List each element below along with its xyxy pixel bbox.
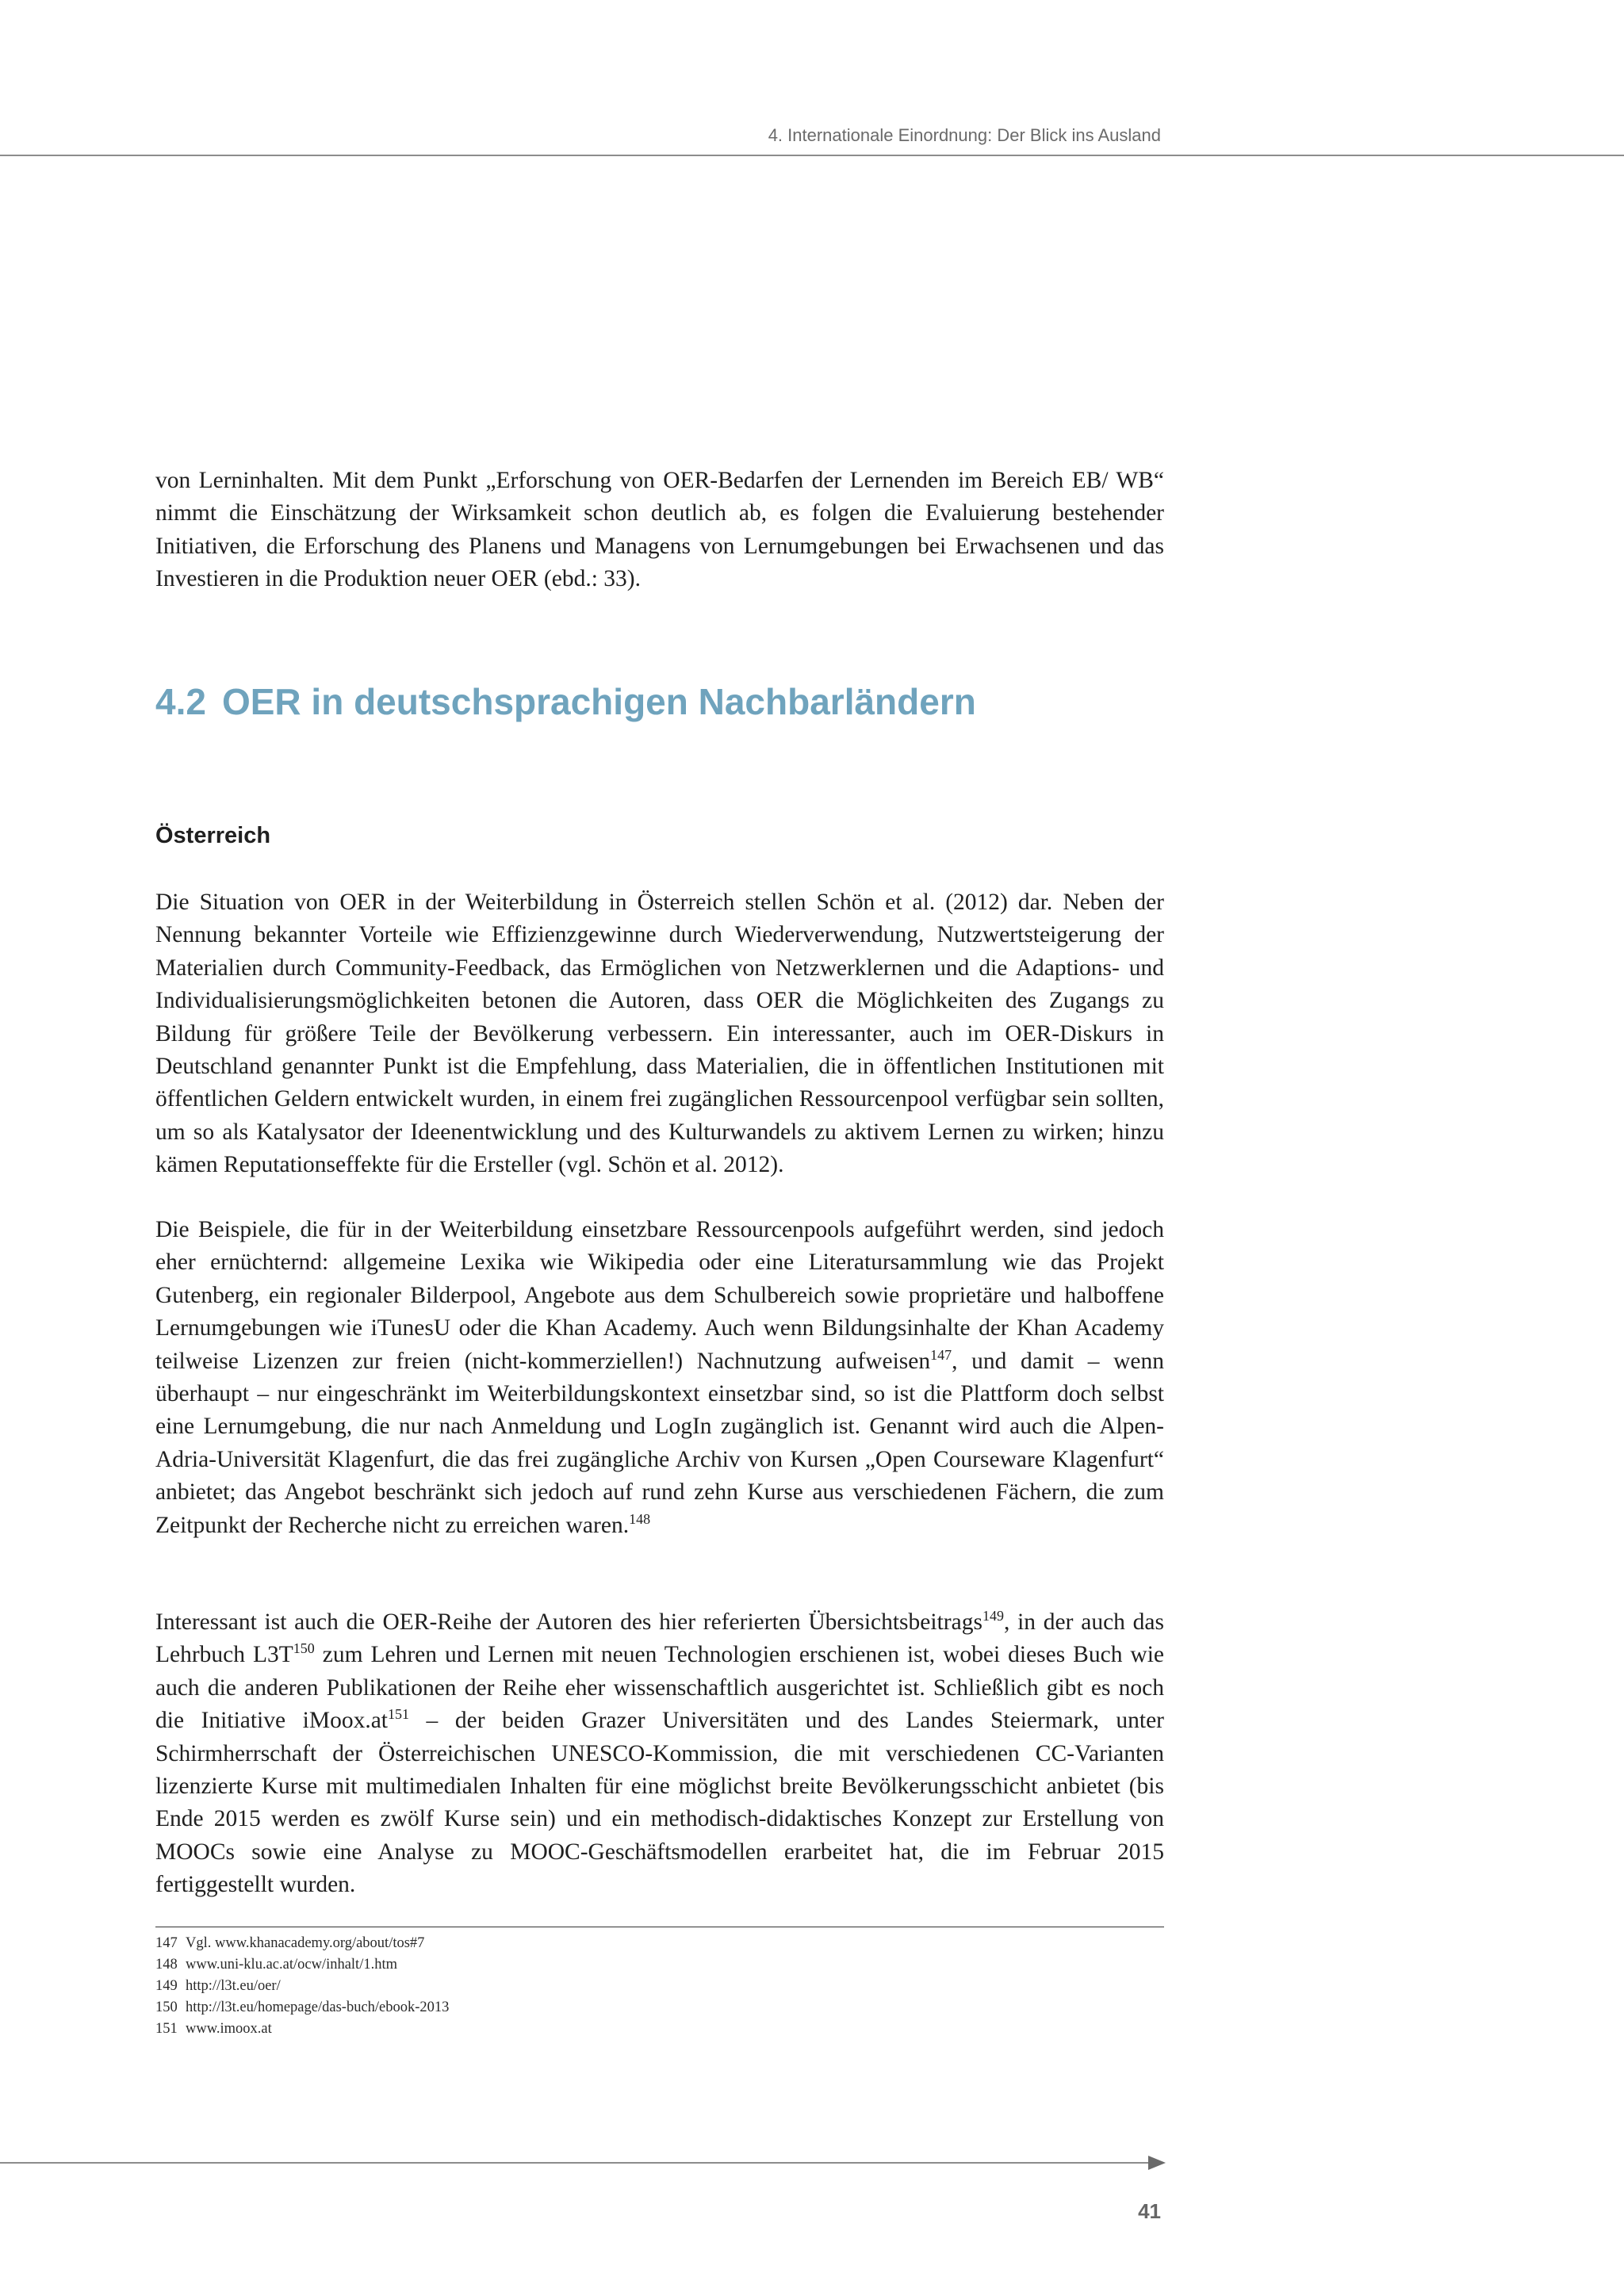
footnote-number: 148 (155, 1957, 178, 1973)
p2-text-a: Die Beispiele, die für in der Weiterbildung einsetzbare Ressourcenpools aufgeführt werden, sind jedoch eher ernüchternd: allgemeine Lexika wie Wikipedia oder eine Literatursammlung wie das Projekt Gutenberg, ein regionaler Bilderpool, Angebote aus dem Schulbereich sowie proprietäre und halboffene Lernumgebungen wie iTunesU oder die Khan Academy. Auch wenn Bildungsinhalte der Khan Academy teilweise Lizenzen zur freien (nicht-kommerziellen!) Nachnutzung aufweisen (155, 1217, 1164, 1374)
body-p2-block (155, 1214, 1164, 1542)
footnote-number: 151 (155, 2021, 178, 2037)
p3-text-d: – der beiden Grazer Universitäten und des Landes Steiermark, unter Schirmherrschaft der Österreichischen UNESCO-Kommission, die mit verschiedenen CC-Varianten lizenzierte Kurse mit multimedialen Inhalten für eine möglichst breite Bevölkerungsschicht anbietet (bis Ende 2015 werden es zwölf Kurse sein) und ein methodisch-didaktisches Konzept zur Erstellung von MOOCs sowie eine Analyse zu MOOC-Geschäftsmodellen erarbeitet hat, die im Februar 2015 fertiggestellt wurden. (155, 1708, 1164, 1898)
footnote-ref-150: 150 (293, 1640, 315, 1657)
section-heading (155, 680, 976, 723)
footnote-ref-151: 151 (388, 1706, 409, 1723)
footnote-item (155, 1976, 449, 1997)
p3-text-c: zum Lehren und Lernen mit neuen Technologien erschienen ist, wobei dieses Buch wie auch die anderen Publikationen der Reihe eher wissenschaftlich ausgerichtet ist. Schließlich gibt es noch die Initiative iMoox.at (155, 1642, 1164, 1734)
footnote-ref-148: 148 (629, 1510, 651, 1527)
page-number: 41 (1138, 2199, 1161, 2223)
p3-text-a: Interessant ist auch die OER-Reihe der Autoren des hier referierten Übersichtsbeitrags (155, 1609, 982, 1635)
header-rule (0, 155, 1624, 156)
footnote-text[interactable]: www.uni-klu.ac.at/ocw/inhalt/1.htm (186, 1957, 397, 1973)
footer-rule (0, 2162, 1150, 2164)
footnote-ref-149: 149 (982, 1608, 1004, 1624)
footnote-item (155, 1954, 449, 1976)
body-p1-block (155, 886, 1164, 1182)
footnote-item (155, 1997, 449, 2019)
arrow-right-icon (1148, 2156, 1166, 2170)
footnote-ref-147: 147 (930, 1346, 952, 1363)
body-paragraph-1: Die Situation von OER in der Weiterbildung in Österreich stellen Schön et al. (2012) dar. Neben der Nennung bekannter Vorteile wie Effizienzgewinne durch Wiederverwendung, Nutzwertsteigerung der Materialien durch Community-Feedback, das Ermöglichen von Netzwerklernen und die Adaptions- und Individualisierungsmöglichkeiten betonen die Autoren, dass OER die Möglichkeiten des Zugangs zu Bildung für größere Teile der Bevölkerung verbessern. Ein interessanter, auch im OER-Diskurs in Deutschland genannter Punkt ist die Empfehlung, dass Materialien, die in öffentlichen Institutionen mit öffentlichen Geldern entwickelt wurden, in einem frei zugänglichen Ressourcenpool verfügbar sein sollten, um so als Katalysator der Ideenentwicklung und des Kulturwandels zu aktivem Lernen zu wirken; hinzu kämen Reputationseffekte für die Ersteller (vgl. Schön et al. 2012). (155, 890, 1164, 1178)
footnote-number: 147 (155, 1935, 178, 1951)
p3-text-b: , in der auch das Lehrbuch L3T (155, 1609, 1164, 1668)
section-number: 4.2 (155, 681, 206, 722)
p2-text-b: , und damit – wenn überhaupt – nur eingeschränkt im Weiterbildungskontext einsetzbar sind, so ist die Plattform doch selbst eine Lernumgebung, die nur nach Anmeldung und LogIn zugänglich ist. Genannt wird auch die Alpen-Adria-Universität Klagenfurt, die das frei zugängliche Archiv von Kursen „Open Courseware Klagenfurt“ anbietet; das Angebot beschränkt sich jedoch auf rund zehn Kurse aus verschiedenen Fächern, die zum Zeitpunkt der Recherche nicht zu erreichen waren. (155, 1348, 1164, 1538)
footnote-list (155, 1933, 449, 2040)
intro-paragraph: von Lerninhalten. Mit dem Punkt „Erforschung von OER-Bedarfen der Lernenden im Bereich EB/ WB“ nimmt die Einschätzung der Wirksamkeit schon deutlich ab, es folgen die Evaluierung bestehender Initiativen, die Erforschung des Planens und Managens von Lernumgebungen bei Erwachsenen und das Investieren in die Produktion neuer OER (ebd.: 33). (155, 468, 1164, 592)
intro-block (155, 465, 1164, 596)
footnote-item (155, 1933, 449, 1954)
footnote-text[interactable]: www.imoox.at (186, 2021, 272, 2037)
footnote-text[interactable]: http://l3t.eu/homepage/das-buch/ebook-2013 (186, 1999, 450, 2015)
footnote-text[interactable]: Vgl. www.khanacademy.org/about/tos#7 (186, 1935, 425, 1951)
footnote-number: 150 (155, 1999, 178, 2015)
footnote-number: 149 (155, 1978, 178, 1994)
section-title-text: OER in deutschsprachigen Nachbarländern (221, 681, 976, 722)
body-paragraph-3 (155, 1606, 1164, 1902)
footnote-text[interactable]: http://l3t.eu/oer/ (186, 1978, 281, 1994)
footnote-item (155, 2019, 449, 2040)
body-p3-block (155, 1606, 1164, 1902)
body-paragraph-2 (155, 1214, 1164, 1542)
running-head: 4. Internationale Einordnung: Der Blick ins Ausland (768, 125, 1161, 145)
subsection-heading: Österreich (155, 823, 271, 848)
